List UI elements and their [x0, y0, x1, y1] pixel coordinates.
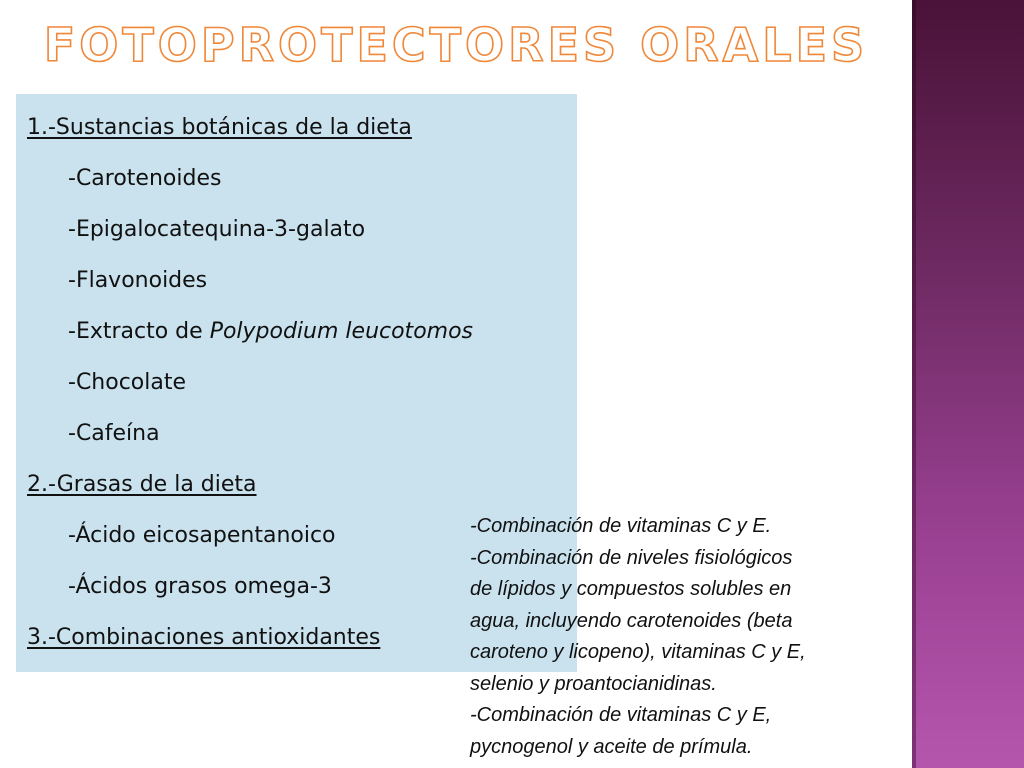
species-name: Polypodium leucotomos	[209, 319, 473, 344]
list-item-acido-eicosapentanoico: -Ácido eicosapentanoico	[68, 523, 336, 548]
note-line: agua, incluyendo carotenoides (beta	[470, 609, 793, 632]
note-line: pycnogenol y aceite de prímula.	[470, 735, 753, 758]
list-item-epigalocatequina: -Epigalocatequina-3-galato	[68, 217, 366, 242]
list-item-flavonoides: -Flavonoides	[68, 268, 208, 293]
note-line: -Combinación de vitaminas C y E.	[470, 515, 772, 537]
heading-text: 1.-Sustancias botánicas de la dieta	[27, 115, 412, 140]
decorative-side-band	[912, 0, 1024, 768]
heading-text: 2.-Grasas de la dieta	[27, 472, 257, 497]
list-item-carotenoides: -Carotenoides	[68, 166, 222, 191]
list-item-acidos-omega3: -Ácidos grasos omega-3	[68, 574, 332, 599]
extracto-prefix: -Extracto de	[68, 319, 210, 344]
heading-text: 3.-Combinaciones antioxidantes	[27, 625, 381, 650]
note-line: selenio y proantocianidinas.	[470, 672, 717, 695]
antioxidant-combinations-note	[470, 511, 910, 763]
note-line: de lípidos y compuestos solubles en	[470, 578, 792, 600]
list-item-cafeina: -Cafeína	[68, 421, 160, 446]
slide-title: FOTOPROTECTORES ORALES	[43, 18, 869, 72]
list-item-chocolate: -Chocolate	[68, 370, 187, 395]
list-heading-fats	[16, 465, 577, 516]
list-item-extracto	[16, 312, 577, 363]
note-line: -Combinación de vitaminas C y E,	[470, 704, 772, 726]
note-line: caroteno y licopeno), vitaminas C y E,	[470, 641, 806, 663]
note-line: -Combinación de niveles fisiológicos	[470, 546, 793, 569]
list-heading-botanical	[16, 108, 577, 159]
